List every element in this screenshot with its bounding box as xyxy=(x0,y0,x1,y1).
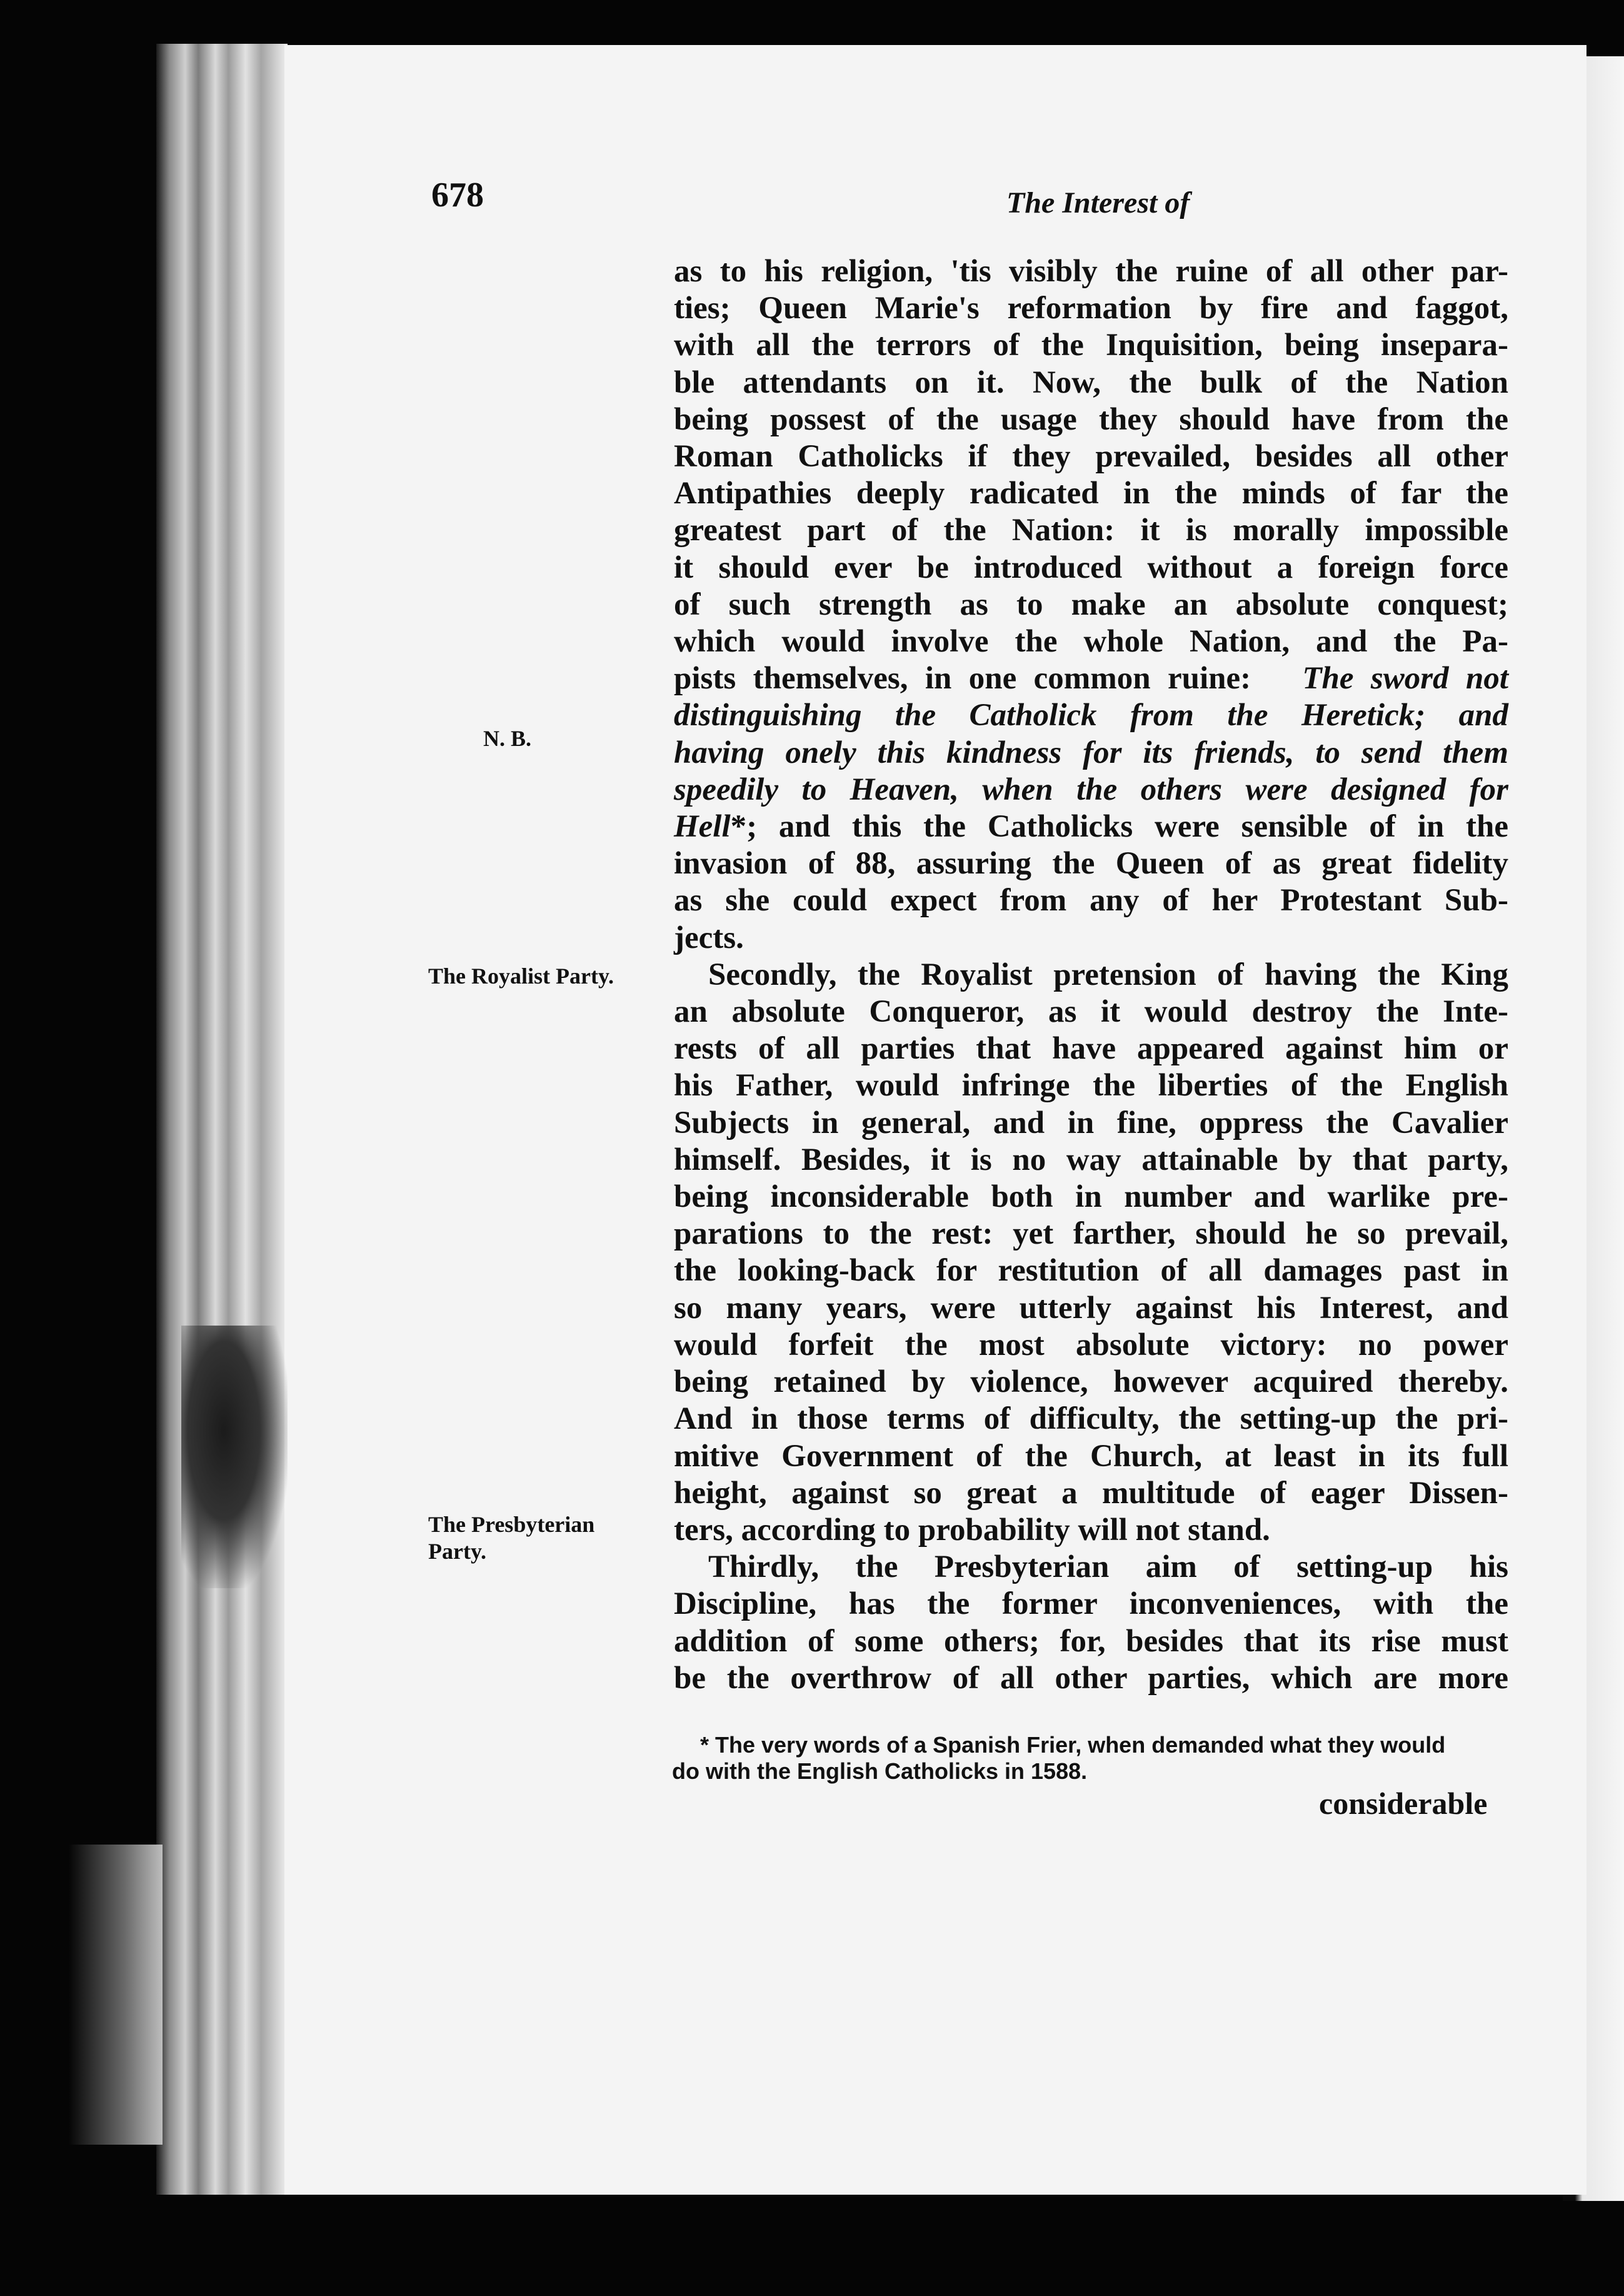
italic-quote-end: Hell xyxy=(674,809,731,845)
body-line: greatest part of the Nation: it is morally impossible xyxy=(674,513,1508,548)
running-head: The Interest of xyxy=(1006,186,1190,219)
margin-note-line: Party. xyxy=(428,1539,486,1564)
body-line: ble attendants on it. Now, the bulk of the Nation xyxy=(674,365,1508,400)
book-page-edges-lower xyxy=(69,1845,163,2145)
body-line: Antipathies deeply radicated in the minds of far the xyxy=(674,476,1508,511)
footnote xyxy=(672,1732,1510,1785)
body-line: be the overthrow of all other parties, which are more xyxy=(674,1660,1508,1696)
body-line: it should ever be introduced without a foreign force xyxy=(674,550,1508,585)
body-line-mixed xyxy=(674,808,1508,845)
body-line-text: *; and this the Catholicks were sensible of in the xyxy=(730,809,1508,845)
body-line: the looking-back for restitution of all damages past in xyxy=(674,1253,1508,1289)
body-line-italic: having onely this kindness for its friends, to send them xyxy=(674,735,1508,770)
page-stain xyxy=(181,1326,288,1588)
body-line: Discipline, has the former inconveniences, with the xyxy=(674,1586,1508,1622)
body-line: an absolute Conqueror, as it would destroy the Inte- xyxy=(674,994,1508,1030)
margin-note-royalist-party: The Royalist Party. xyxy=(428,964,614,989)
margin-note-presbyterian-party xyxy=(428,1511,594,1565)
body-line: ters, according to probability will not stand. xyxy=(674,1512,1270,1548)
body-line: which would involve the whole Nation, and the Pa- xyxy=(674,624,1508,660)
body-line-italic: distinguishing the Catholick from the Heretick; and xyxy=(674,698,1508,733)
body-line: ties; Queen Marie's reformation by fire and faggot, xyxy=(674,291,1508,326)
body-line: himself. Besides, it is no way attainable by that party, xyxy=(674,1142,1508,1177)
body-line: addition of some others; for, besides that its rise must xyxy=(674,1623,1508,1659)
body-line: being inconsiderable both in number and warlike pre- xyxy=(674,1179,1508,1215)
italic-quote-start: The sword not xyxy=(1302,661,1509,697)
body-line: invasion of 88, assuring the Queen of as great fidelity xyxy=(674,846,1508,882)
book-page-edges xyxy=(156,44,288,2195)
body-line: Subjects in general, and in fine, oppress the Cavalier xyxy=(674,1105,1508,1140)
body-text xyxy=(674,253,1508,1697)
body-line: his Father, would infringe the liberties of the English xyxy=(674,1068,1508,1104)
body-line: as she could expect from any of her Protestant Sub- xyxy=(674,883,1508,919)
body-line: rests of all parties that have appeared against him or xyxy=(674,1031,1508,1067)
body-line: Secondly, the Royalist pretension of having the King xyxy=(708,957,1508,992)
margin-note-nb: N. B. xyxy=(483,726,532,751)
body-line: of such strength as to make an absolute conquest; xyxy=(674,587,1508,622)
body-line: Thirdly, the Presbyterian aim of setting-up his xyxy=(708,1549,1508,1585)
body-line: would forfeit the most absolute victory: no power xyxy=(674,1327,1508,1362)
body-line: height, against so great a multitude of eager Dissen- xyxy=(674,1475,1508,1511)
catchword: considerable xyxy=(1319,1786,1488,1821)
footnote-line: * The very words of a Spanish Frier, when demanded what they would xyxy=(700,1732,1446,1758)
margin-note-line: The Presbyterian xyxy=(428,1512,595,1537)
page-number: 678 xyxy=(431,176,484,214)
body-line: so many years, were utterly against his Interest, and xyxy=(674,1290,1508,1326)
body-line: mitive Government of the Church, at least in its full xyxy=(674,1438,1508,1474)
body-line: parations to the rest: yet farther, should he so prevail, xyxy=(674,1216,1508,1252)
body-line-mixed xyxy=(674,660,1508,697)
body-line: with all the terrors of the Inquisition, being insepara- xyxy=(674,328,1508,363)
body-line-italic: speedily to Heaven, when the others were designed for xyxy=(674,772,1508,807)
body-line: being possest of the usage they should have from the xyxy=(674,401,1508,437)
body-line: Roman Catholicks if they prevailed, besides all other xyxy=(674,439,1508,475)
body-line: And in those terms of difficulty, the setting-up the pri- xyxy=(674,1401,1508,1437)
body-line: as to his religion, 'tis visibly the ruine of all other par- xyxy=(674,254,1508,289)
body-line: being retained by violence, however acquired thereby. xyxy=(674,1364,1508,1400)
footnote-line: do with the English Catholicks in 1588. xyxy=(672,1758,1088,1784)
body-line: jects. xyxy=(674,920,744,955)
body-line-text: pists themselves, in one common ruine: xyxy=(674,661,1251,697)
